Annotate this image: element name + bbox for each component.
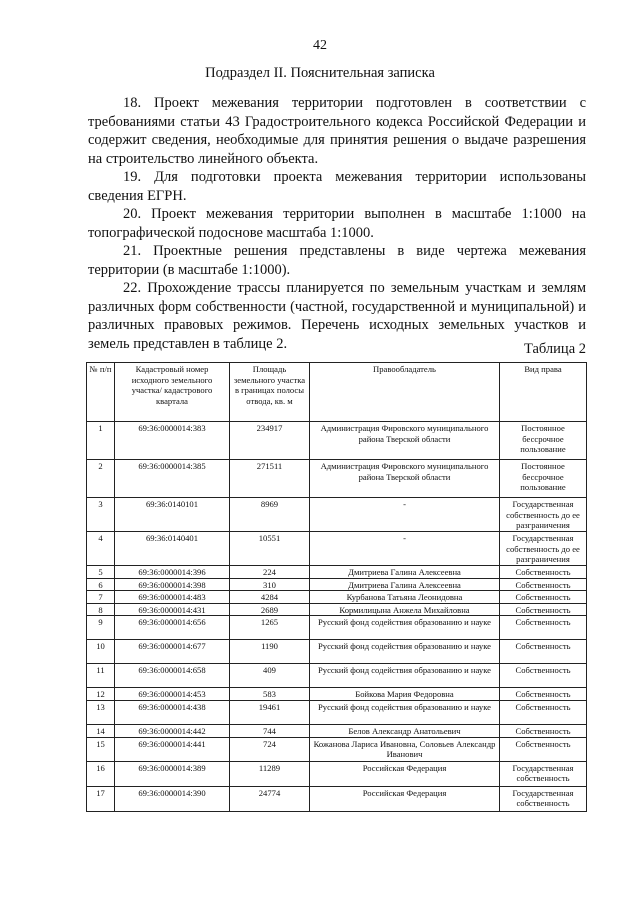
table-row [87, 591, 587, 604]
cell-owner: Русский фонд содействия образованию и науке [310, 640, 500, 664]
table-row [87, 498, 587, 532]
cell-owner: Дмитриева Галина Алексеевна [310, 566, 500, 579]
cell-right-type: Собственность [500, 640, 587, 664]
cell-number: 12 [87, 688, 115, 701]
cell-owner: Администрация Фировского муниципального района Тверской области [310, 460, 500, 498]
cell-cadastral-number: 69:36:0140101 [115, 498, 230, 532]
cell-right-type: Постоянное бессрочное пользование [500, 422, 587, 460]
cell-right-type: Постоянное бессрочное пользование [500, 460, 587, 498]
cell-right-type: Собственность [500, 603, 587, 616]
cell-right-type: Собственность [500, 724, 587, 737]
table-body [87, 422, 587, 812]
cell-area: 24774 [230, 786, 310, 811]
cell-cadastral-number: 69:36:0000014:483 [115, 591, 230, 604]
cell-cadastral-number: 69:36:0000014:453 [115, 688, 230, 701]
table-row [87, 640, 587, 664]
cell-right-type: Собственность [500, 578, 587, 591]
cell-area: 271511 [230, 460, 310, 498]
land-plots-table [86, 362, 587, 812]
cell-area: 310 [230, 578, 310, 591]
cell-number: 7 [87, 591, 115, 604]
cell-cadastral-number: 69:36:0140401 [115, 532, 230, 566]
cell-owner: - [310, 498, 500, 532]
cell-number: 17 [87, 786, 115, 811]
cell-area: 10551 [230, 532, 310, 566]
header-number: № п/п [87, 363, 115, 422]
header-cadastral-number: Кадастровый номер исходного земельного участка/ кадастрового квартала [115, 363, 230, 422]
cell-number: 3 [87, 498, 115, 532]
cell-cadastral-number: 69:36:0000014:383 [115, 422, 230, 460]
table-row [87, 566, 587, 579]
table-row [87, 422, 587, 460]
cell-number: 13 [87, 700, 115, 724]
table-row [87, 700, 587, 724]
cell-right-type: Собственность [500, 700, 587, 724]
cell-owner: - [310, 532, 500, 566]
cell-right-type: Государственная собственность до ее разграничения [500, 532, 587, 566]
table-row [87, 786, 587, 811]
cell-area: 11289 [230, 761, 310, 786]
table-row [87, 664, 587, 688]
cell-right-type: Государственная собственность [500, 761, 587, 786]
cell-right-type: Государственная собственность до ее разграничения [500, 498, 587, 532]
cell-number: 6 [87, 578, 115, 591]
paragraph-22: 22. Прохождение трассы планируется по земельным участкам и землям различных форм собственности (частной, государственной и муниципальной) и различных правовых режимов. Перечень исходных земельных участков и земель представлен в таблице 2. [88, 280, 586, 352]
cell-cadastral-number: 69:36:0000014:438 [115, 700, 230, 724]
cell-number: 5 [87, 566, 115, 579]
table-header-row [87, 363, 587, 422]
cell-area: 724 [230, 737, 310, 761]
header-right-type: Вид права [500, 363, 587, 422]
cell-area: 1265 [230, 616, 310, 640]
cell-number: 1 [87, 422, 115, 460]
cell-right-type: Собственность [500, 566, 587, 579]
cell-cadastral-number: 69:36:0000014:396 [115, 566, 230, 579]
paragraph-18: 18. Проект межевания территории подготовлен в соответствии с требованиями статьи 43 Градостроительного кодекса Российской Федерации и содержит сведения, необходимые для принятия решения о выдаче разрешения на строительство линейного объекта. [88, 95, 586, 167]
cell-right-type: Собственность [500, 688, 587, 701]
cell-cadastral-number: 69:36:0000014:385 [115, 460, 230, 498]
cell-right-type: Собственность [500, 616, 587, 640]
cell-number: 2 [87, 460, 115, 498]
cell-area: 234917 [230, 422, 310, 460]
cell-area: 4284 [230, 591, 310, 604]
cell-number: 10 [87, 640, 115, 664]
cell-owner: Русский фонд содействия образованию и науке [310, 664, 500, 688]
cell-owner: Кормилицына Анжела Михайловна [310, 603, 500, 616]
table-row [87, 532, 587, 566]
cell-owner: Бойкова Мария Федоровна [310, 688, 500, 701]
cell-number: 9 [87, 616, 115, 640]
table-row [87, 616, 587, 640]
cell-area: 19461 [230, 700, 310, 724]
cell-cadastral-number: 69:36:0000014:390 [115, 786, 230, 811]
cell-right-type: Собственность [500, 664, 587, 688]
header-area: Площадь земельного участка в границах полосы отвода, кв. м [230, 363, 310, 422]
cell-owner: Кожанова Лариса Ивановна, Соловьев Александр Иванович [310, 737, 500, 761]
cell-right-type: Собственность [500, 737, 587, 761]
cell-number: 11 [87, 664, 115, 688]
cell-number: 14 [87, 724, 115, 737]
cell-area: 224 [230, 566, 310, 579]
subsection-title: Подраздел II. Пояснительная записка [205, 65, 435, 81]
explanatory-text [88, 94, 586, 353]
cell-cadastral-number: 69:36:0000014:431 [115, 603, 230, 616]
table-row [87, 603, 587, 616]
cell-owner: Российская Федерация [310, 786, 500, 811]
cell-area: 8969 [230, 498, 310, 532]
cell-owner: Русский фонд содействия образованию и науке [310, 616, 500, 640]
paragraph-21: 21. Проектные решения представлены в виде чертежа межевания территории (в масштабе 1:1000). [88, 243, 586, 278]
cell-cadastral-number: 69:36:0000014:656 [115, 616, 230, 640]
cell-cadastral-number: 69:36:0000014:677 [115, 640, 230, 664]
cell-area: 409 [230, 664, 310, 688]
cell-area: 583 [230, 688, 310, 701]
cell-cadastral-number: 69:36:0000014:389 [115, 761, 230, 786]
paragraph-19: 19. Для подготовки проекта межевания территории использованы сведения ЕГРН. [88, 169, 586, 204]
cell-cadastral-number: 69:36:0000014:658 [115, 664, 230, 688]
cell-right-type: Собственность [500, 591, 587, 604]
table-row [87, 688, 587, 701]
cell-owner: Российская Федерация [310, 761, 500, 786]
cell-owner: Дмитриева Галина Алексеевна [310, 578, 500, 591]
table-row [87, 761, 587, 786]
cell-area: 2689 [230, 603, 310, 616]
cell-owner: Русский фонд содействия образованию и науке [310, 700, 500, 724]
cell-number: 8 [87, 603, 115, 616]
table-row [87, 578, 587, 591]
cell-right-type: Государственная собственность [500, 786, 587, 811]
cell-owner: Курбанова Татьяна Леонидовна [310, 591, 500, 604]
cell-cadastral-number: 69:36:0000014:441 [115, 737, 230, 761]
cell-number: 15 [87, 737, 115, 761]
header-owner: Правообладатель [310, 363, 500, 422]
table-row [87, 737, 587, 761]
cell-area: 1190 [230, 640, 310, 664]
cell-owner: Белов Александр Анатольевич [310, 724, 500, 737]
cell-cadastral-number: 69:36:0000014:398 [115, 578, 230, 591]
paragraph-20: 20. Проект межевания территории выполнен в масштабе 1:1000 на топографической подоснове масштаба 1:1000. [88, 206, 586, 241]
cell-number: 4 [87, 532, 115, 566]
cell-area: 744 [230, 724, 310, 737]
table-caption: Таблица 2 [523, 341, 586, 357]
cell-cadastral-number: 69:36:0000014:442 [115, 724, 230, 737]
table-row [87, 460, 587, 498]
table-row [87, 724, 587, 737]
page-number: 42 [313, 38, 327, 53]
cell-owner: Администрация Фировского муниципального района Тверской области [310, 422, 500, 460]
cell-number: 16 [87, 761, 115, 786]
